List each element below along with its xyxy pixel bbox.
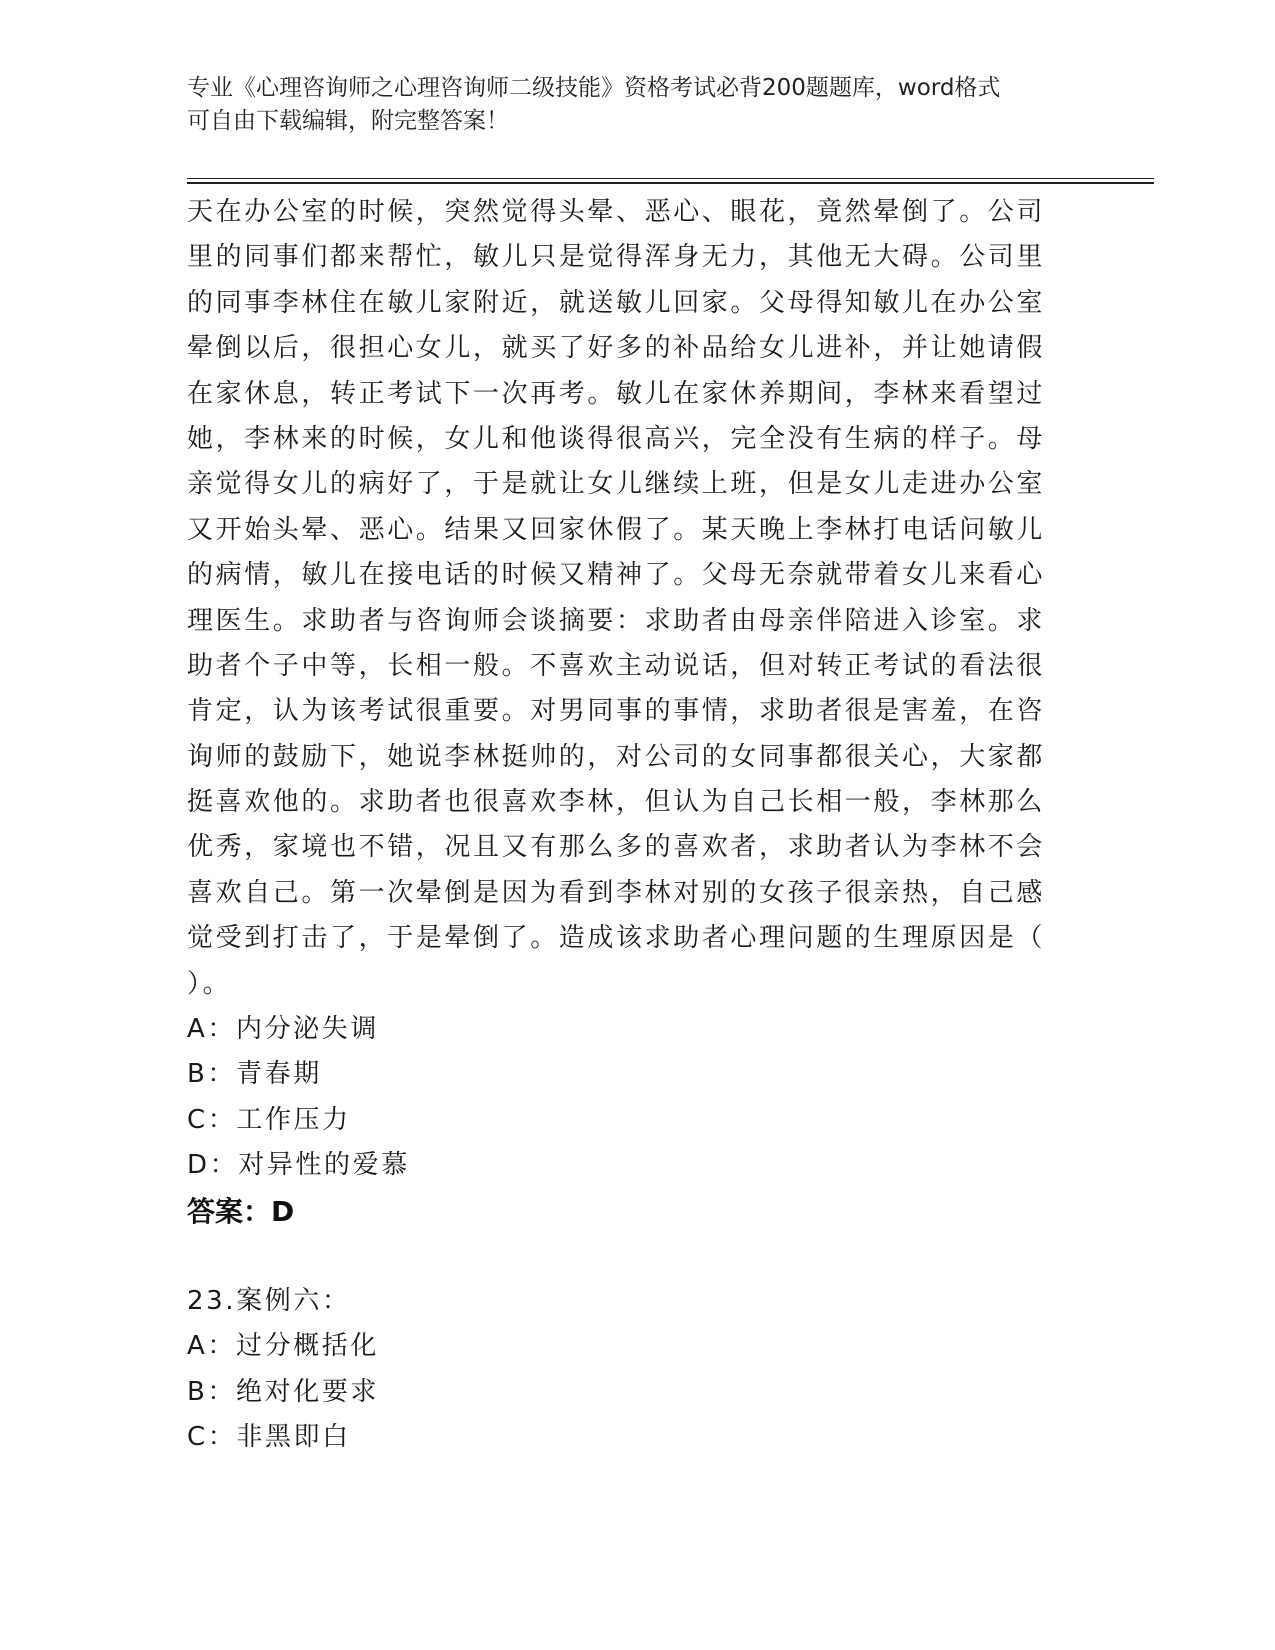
header-divider-thin [187, 178, 1154, 179]
passage-line: 觉受到打击了，于是晕倒了。造成该求助者心理问题的生理原因是（ [187, 923, 1046, 954]
passage-line: 在家休息，转正考试下一次再考。敏儿在家休养期间，李林来看望过 [187, 378, 1046, 409]
passage-line: 又开始头晕、恶心。结果又回家休假了。某天晚上李林打电话问敏儿 [187, 514, 1046, 545]
document-header [187, 72, 1067, 138]
passage-line: 助者个子中等，长相一般。不喜欢主动说话，但对转正考试的看法很 [187, 650, 1046, 681]
question-title: 23.案例六： [187, 1285, 351, 1316]
case-passage [187, 190, 1067, 1007]
header-line-1: 专业《心理咨询师之心理咨询师二级技能》资格考试必背200题题库，word格式 [187, 75, 1001, 101]
passage-line: 晕倒以后，很担心女儿，就买了好多的补品给女儿进补，并让她请假 [187, 333, 1046, 364]
passage-line: 她，李林来的时候，女儿和他谈得很高兴，完全没有生病的样子。母 [187, 423, 1046, 454]
passage-line: 亲觉得女儿的病好了，于是就让女儿继续上班，但是女儿走进办公室 [187, 469, 1046, 500]
option-d: D：对异性的爱慕 [187, 1150, 410, 1181]
question-22-options [187, 1007, 1067, 1189]
option-b: B：青春期 [187, 1059, 322, 1090]
document-body [187, 190, 1067, 1461]
header-divider-thick [187, 182, 1154, 184]
passage-line: 天在办公室的时候，突然觉得头晕、恶心、眼花，竟然晕倒了。公司 [187, 197, 1046, 227]
passage-line: 的病情，敏儿在接电话的时候又精神了。父母无奈就带着女儿来看心 [187, 560, 1046, 591]
passage-line: 喜欢自己。第一次晕倒是因为看到李林对别的女孩子很亲热，自己感 [187, 877, 1046, 908]
option-a: A：过分概括化 [187, 1331, 379, 1362]
passage-line: 里的同事们都来帮忙，敏儿只是觉得浑身无力，其他无大碍。公司里 [187, 242, 1046, 273]
passage-line: ）。 [187, 968, 232, 999]
passage-line: 肯定，认为该考试很重要。对男同事的事情，求助者很是害羞，在咨 [187, 696, 1046, 727]
passage-line: 挺喜欢他的。求助者也很喜欢李林，但认为自己长相一般，李林那么 [187, 787, 1046, 818]
passage-line: 询师的鼓励下，她说李林挺帅的，对公司的女同事都很关心，大家都 [187, 741, 1046, 772]
question-23 [187, 1279, 1067, 1461]
question-spacer [187, 1234, 1067, 1279]
option-b: B：绝对化要求 [187, 1376, 380, 1407]
option-c: C：非黑即白 [187, 1422, 351, 1453]
option-c: C：工作压力 [187, 1104, 351, 1135]
option-a: A：内分泌失调 [187, 1014, 379, 1045]
answer-line: 答案：D [187, 1194, 295, 1228]
passage-line: 优秀，家境也不错，况且又有那么多的喜欢者，求助者认为李林不会 [187, 832, 1046, 863]
header-line-2: 可自由下载编辑，附完整答案！ [187, 108, 509, 134]
passage-line: 理医生。求助者与咨询师会谈摘要：求助者由母亲伴陪进入诊室。求 [187, 605, 1046, 636]
passage-line: 的同事李林住在敏儿家附近，就送敏儿回家。父母得知敏儿在办公室 [187, 287, 1046, 318]
